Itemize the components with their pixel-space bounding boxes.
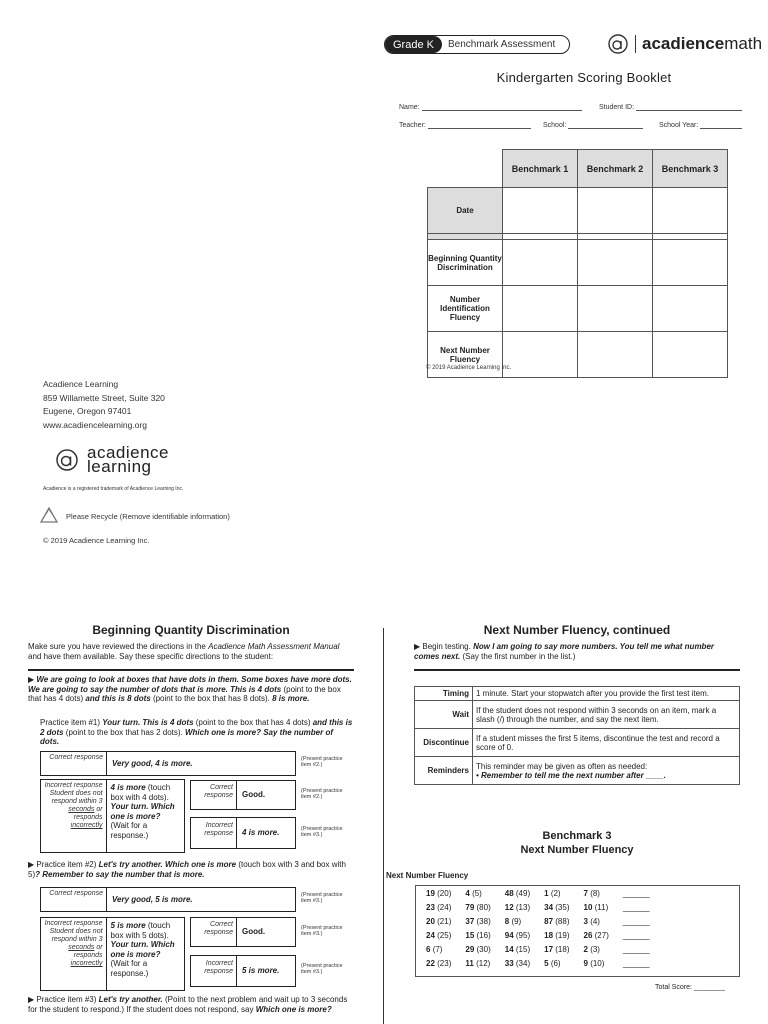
practice-item-1: Practice item #1) Your turn. This is 4 dots (point to the box that has 4 dots) and this is 2 dots (point to the box that has 2 dots). Which one is more? Say the number of dots. xyxy=(40,718,353,746)
incorrect-prompt: 5 is more. xyxy=(242,966,280,975)
reminders-value: This reminder may be given as often as needed: • Remember to tell me the next number after ____. xyxy=(473,757,740,785)
total-score: Total Score: ________ xyxy=(655,984,726,991)
student-id-field[interactable] xyxy=(599,104,742,111)
nif-row-label: Number Identification Fluency xyxy=(428,286,503,332)
incorrect-prompt: 5 is more (touch box with 5 dots). Your turn. Which one is more? (Wait for a response.) xyxy=(110,921,175,978)
number-item[interactable]: 29 (30) xyxy=(465,944,491,954)
score-cell[interactable] xyxy=(578,332,653,378)
number-item[interactable]: 26 (27) xyxy=(583,930,609,940)
address-line: www.acadiencelearning.org xyxy=(43,419,147,430)
wait-key: Wait xyxy=(415,701,473,729)
present-note: (Present practice item #3.) xyxy=(301,826,343,838)
practice-item-3: ▶ Practice item #3) Let's try another. (Point to the next problem and wait up to 3 seconds for the student to respond.) If the student does not respond, say Which one is more? xyxy=(28,995,348,1014)
logo-word-acadience: acadience xyxy=(87,443,170,462)
reminders-key: Reminders xyxy=(415,757,473,785)
acadience-math-logo xyxy=(607,33,762,55)
number-item[interactable]: 18 (19) xyxy=(544,930,570,940)
date-cell[interactable] xyxy=(653,188,728,234)
section-rule xyxy=(28,669,354,671)
number-item[interactable]: 1 (2) xyxy=(544,888,561,898)
good-prompt: Good. xyxy=(242,927,266,936)
address-block xyxy=(43,378,165,432)
wait-value: If the student does not respond within 3 seconds on an item, mark a slash (/) through the number, and say the next item. xyxy=(473,701,740,729)
practice-item-2: ▶ Practice item #2) Let's try another. Which one is more (touch box with 3 and box with 5)? Remember to say the number that is more. xyxy=(28,860,346,879)
number-item[interactable]: 11 (12) xyxy=(465,958,491,968)
benchmark-2-header: Benchmark 2 xyxy=(578,150,653,188)
table-corner xyxy=(428,150,503,188)
page-title: Kindergarten Scoring Booklet xyxy=(496,70,672,85)
number-item[interactable]: 17 (18) xyxy=(544,944,570,954)
correct-response-box: Correct response Very good, 5 is more. xyxy=(40,887,296,912)
recycle-text: Please Recycle (Remove identifiable information) xyxy=(66,511,230,521)
number-item[interactable]: 10 (11) xyxy=(583,902,609,912)
score-cell[interactable] xyxy=(578,240,653,286)
number-row xyxy=(416,900,654,914)
number-row xyxy=(416,928,654,942)
number-item[interactable]: 3 (4) xyxy=(583,916,600,926)
grade-pill xyxy=(384,35,570,54)
bm3-subtitle: Next Number Fluency xyxy=(520,844,634,856)
column-divider xyxy=(383,628,384,1024)
score-cell[interactable] xyxy=(503,240,578,286)
correct-response-box: Correct response Good. xyxy=(190,780,296,810)
address-line: 859 Willamette Street, Suite 320 xyxy=(43,392,165,403)
logo-word-acadience: acadience xyxy=(642,34,725,53)
number-grid xyxy=(416,886,654,970)
number-item[interactable]: 8 (9) xyxy=(504,916,522,926)
number-grid-box xyxy=(415,885,740,977)
score-cell[interactable] xyxy=(503,332,578,378)
school-label: School: xyxy=(543,122,567,129)
incorrect-response-box xyxy=(40,779,185,853)
good-prompt: Good. xyxy=(242,790,266,799)
assessment-label: Benchmark Assessment xyxy=(447,39,556,50)
number-item[interactable]: 87 (88) xyxy=(544,916,570,926)
address-line: Acadience Learning xyxy=(43,379,119,389)
row-score-blank[interactable]: ______ xyxy=(622,930,650,940)
row-score-blank[interactable]: ______ xyxy=(622,916,650,926)
benchmark-1-header: Benchmark 1 xyxy=(503,150,578,188)
present-note: (Present practice item #3.) xyxy=(301,963,343,975)
bqd-title: Beginning Quantity Discrimination xyxy=(92,623,290,637)
section-rule xyxy=(414,669,740,671)
row-score-blank[interactable]: ______ xyxy=(622,888,650,898)
number-item[interactable]: 33 (34) xyxy=(504,958,531,968)
logo-word-math: math xyxy=(724,34,763,53)
number-row xyxy=(416,886,654,900)
benchmark-3-header: Benchmark 3 xyxy=(653,150,728,188)
acadience-logo-icon xyxy=(607,33,629,55)
correct-response-box: Correct response Good. xyxy=(190,917,296,947)
timing-value: 1 minute. Start your stopwatch after you provide the first test item. xyxy=(473,687,740,701)
trademark-note: Acadience is a registered trademark of Acadience Learning Inc. xyxy=(43,486,184,492)
benchmark-table xyxy=(427,149,728,378)
row-score-blank[interactable]: ______ xyxy=(622,944,650,954)
number-item[interactable]: 12 (13) xyxy=(504,902,531,912)
correct-prompt: Very good, 4 is more. xyxy=(112,759,193,768)
logo-divider xyxy=(635,35,636,53)
grade-label: Grade K xyxy=(385,36,442,53)
number-item[interactable]: 6 (7) xyxy=(426,944,443,954)
number-item[interactable]: 22 (23) xyxy=(426,958,452,968)
number-item[interactable]: 94 (95) xyxy=(504,930,531,940)
school-year-field[interactable] xyxy=(659,122,742,129)
row-score-blank[interactable]: ______ xyxy=(622,958,650,968)
table-copyright: © 2019 Acadience Learning Inc. xyxy=(426,365,512,371)
incorrect-response-box: Incorrect response 4 is more. xyxy=(190,817,296,849)
number-item[interactable]: 79 (80) xyxy=(465,902,491,912)
nnf-begin: ▶ Begin testing. Now I am going to say more numbers. You tell me what number comes next. (Say the first number in the list.) xyxy=(414,642,715,661)
acadience-logo-icon xyxy=(55,448,79,472)
number-item[interactable]: 9 (10) xyxy=(583,958,605,968)
bqd-intro: Make sure you have reviewed the directions in the Acadience Math Assessment Manual and have them available. Say these specific directions to the student: xyxy=(28,642,340,661)
timing-table xyxy=(414,686,740,785)
bqd-directions: ▶ We are going to look at boxes that have dots in them. Some boxes have more dots. We are going to say the number of dots that is more. This is 4 dots (point to the box that has 4 dots) and this is 8 dots (point to the box that has 8 dots). 8 is more. xyxy=(28,675,352,703)
score-cell[interactable] xyxy=(653,332,728,378)
number-item[interactable]: 34 (35) xyxy=(544,902,570,912)
date-cell[interactable] xyxy=(503,188,578,234)
incorrect-response-box: Incorrect response 5 is more. xyxy=(190,955,296,987)
number-item[interactable]: 19 (20) xyxy=(426,888,452,898)
nnf-row-label: Next Number Fluency xyxy=(428,332,503,378)
address-line: Eugene, Oregon 97401 xyxy=(43,406,132,417)
correct-prompt: Very good, 5 is more. xyxy=(112,895,193,904)
bm3-title: Benchmark 3 xyxy=(542,830,612,842)
student-id-label: Student ID: xyxy=(599,104,635,111)
score-cell[interactable] xyxy=(653,240,728,286)
discontinue-key: Discontinue xyxy=(415,729,473,757)
present-note: (Present practice item #3.) xyxy=(301,925,343,937)
school-year-label: School Year: xyxy=(659,122,699,129)
recycle-icon xyxy=(38,506,60,526)
number-item[interactable]: 48 (49) xyxy=(504,888,531,898)
present-note: (Present practice item #3.) xyxy=(301,892,343,904)
nnf-title: Next Number Fluency, continued xyxy=(483,623,671,637)
number-item[interactable]: 4 (5) xyxy=(465,888,482,898)
copyright-note: © 2019 Acadience Learning Inc. xyxy=(43,536,150,545)
number-item[interactable]: 23 (24) xyxy=(426,902,452,912)
incorrect-prompt: 4 is more. xyxy=(242,828,280,837)
timing-key: Timing xyxy=(415,687,473,701)
teacher-field[interactable] xyxy=(399,122,531,129)
recycle-note xyxy=(38,506,230,526)
number-item[interactable]: 14 (15) xyxy=(504,944,531,954)
incorrect-label: Incorrect response Student does not respond within 3 seconds or responds incorrectly xyxy=(41,780,107,852)
number-item[interactable]: 37 (38) xyxy=(465,916,491,926)
nnf-section-label: Next Number Fluency xyxy=(386,871,469,880)
acadience-learning-logo xyxy=(55,443,170,476)
school-field[interactable] xyxy=(543,122,643,129)
correct-response-box xyxy=(40,751,296,776)
discontinue-value: If a student misses the first 5 items, discontinue the test and record a score of 0. xyxy=(473,729,740,757)
score-cell[interactable] xyxy=(653,286,728,332)
correct-label: Correct response xyxy=(41,752,107,775)
row-score-blank[interactable]: ______ xyxy=(622,902,650,912)
name-field[interactable] xyxy=(399,104,582,111)
teacher-label: Teacher: xyxy=(399,122,426,129)
number-row xyxy=(416,956,654,970)
date-cell[interactable] xyxy=(578,188,653,234)
date-row-label: Date xyxy=(428,188,503,234)
number-item[interactable]: 20 (21) xyxy=(426,916,452,926)
score-cell[interactable] xyxy=(578,286,653,332)
number-row xyxy=(416,914,654,928)
number-item[interactable]: 7 (8) xyxy=(583,888,600,898)
number-item[interactable]: 2 (3) xyxy=(583,944,600,954)
number-item[interactable]: 15 (16) xyxy=(465,930,491,940)
bqd-row-label: Beginning Quantity Discrimination xyxy=(428,240,503,286)
logo-word-learning: learning xyxy=(87,457,152,476)
incorrect-response-box: Incorrect response Student does not respond within 3 seconds or responds incorrectly 5 is more (touch box with 5 dots). Your turn. Which one is more? (Wait for a response.) xyxy=(40,917,185,991)
number-row xyxy=(416,942,654,956)
number-item[interactable]: 5 (6) xyxy=(544,958,561,968)
present-note: (Present practice item #2.) xyxy=(301,756,343,768)
name-label: Name: xyxy=(399,104,420,111)
incorrect-prompt: 4 is more (touch box with 4 dots). Your turn. Which one is more? (Wait for a response.) xyxy=(110,783,175,840)
present-note: (Present practice item #2.) xyxy=(301,788,343,800)
score-cell[interactable] xyxy=(503,286,578,332)
number-item[interactable]: 24 (25) xyxy=(426,930,452,940)
